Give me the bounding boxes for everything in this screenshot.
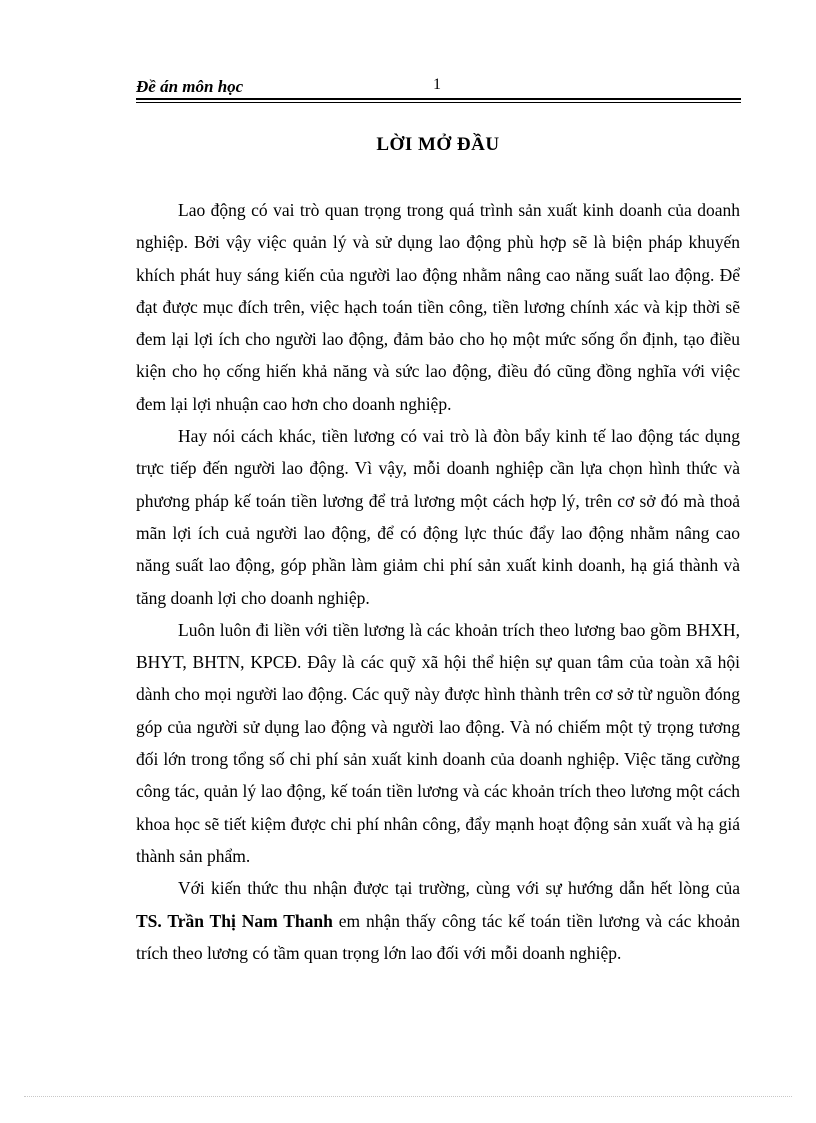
document-title: LỜI MỞ ĐẦU xyxy=(376,134,500,155)
header-rule-thin xyxy=(136,102,741,103)
page-header xyxy=(136,76,740,98)
paragraph-2: Hay nói cách khác, tiền lương có vai trò là đòn bẩy kinh tế lao động tác dụng trực tiếp đến người lao động. Vì vậy, mỗi doanh nghiệp cần lựa chọn hình thức và phương pháp kế toán tiền lương để trả lương một cách hợp lý, trên cơ sở đó mà thoả mãn lợi ích cuả người lao động, để có động lực thúc đẩy lao động nhằm nâng cao năng suất lao động, góp phần làm giảm chi phí sản xuất kinh doanh, hạ giá thành và tăng doanh lợi cho doanh nghiệp. xyxy=(136,426,740,608)
supervisor-name: TS. Trần Thị Nam Thanh xyxy=(136,910,333,931)
paragraph-1: Lao động có vai trò quan trọng trong quá trình sản xuất kinh doanh của doanh nghiệp. Bởi vậy việc quản lý và sử dụng lao động phù hợp sẽ là biện pháp khuyến khích phát huy sáng kiến của người lao động nhằm nâng cao năng suất lao động. Để đạt được mục đích trên, việc hạch toán tiền công, tiền lương chính xác và kịp thời sẽ đem lại lợi ích cho người lao động, đảm bảo cho họ một mức sống ổn định, tạo điều kiện cho họ cống hiến khả năng và sức lao động, điều đó cũng đồng nghĩa với việc đem lại lợi nhuận cao hơn cho doanh nghiệp. xyxy=(136,200,740,414)
paragraph-4-intro: Với kiến thức thu nhận được tại trường, cùng với sự hướng dẫn hết lòng của xyxy=(178,878,740,899)
paragraph-4 xyxy=(136,872,740,969)
header-rule-thick xyxy=(136,98,741,100)
header-title: Đề án môn học xyxy=(136,77,244,96)
paragraph-4-rest: em nhận thấy công tác kế toán tiền lương và các khoản trích theo lương có tầm quan trọng lớn lao đối với mỗi doanh nghiệp. xyxy=(136,910,740,963)
page-number: 1 xyxy=(433,76,441,93)
paragraph-3: Luôn luôn đi liền với tiền lương là các khoản trích theo lương bao gồm BHXH, BHYT, BHTN, KPCĐ. Đây là các quỹ xã hội thể hiện sự quan tâm của toàn xã hội dành cho mọi người lao động. Các quỹ này được hình thành trên cơ sở từ nguồn đóng góp của người sử dụng lao động và người lao động. Và nó chiếm một tỷ trọng tương đối lớn trong tổng số chi phí sản xuất kinh doanh của doanh nghiệp. Việc tăng cường công tác, quản lý lao động, kế toán tiền lương và các khoản trích theo lương một cách khoa học sẽ tiết kiệm được chi phí nhân công, đẩy mạnh hoạt động sản xuất và hạ giá thành sản phẩm. xyxy=(136,619,740,866)
document-body xyxy=(136,194,740,969)
page-bottom-border xyxy=(24,1096,792,1097)
